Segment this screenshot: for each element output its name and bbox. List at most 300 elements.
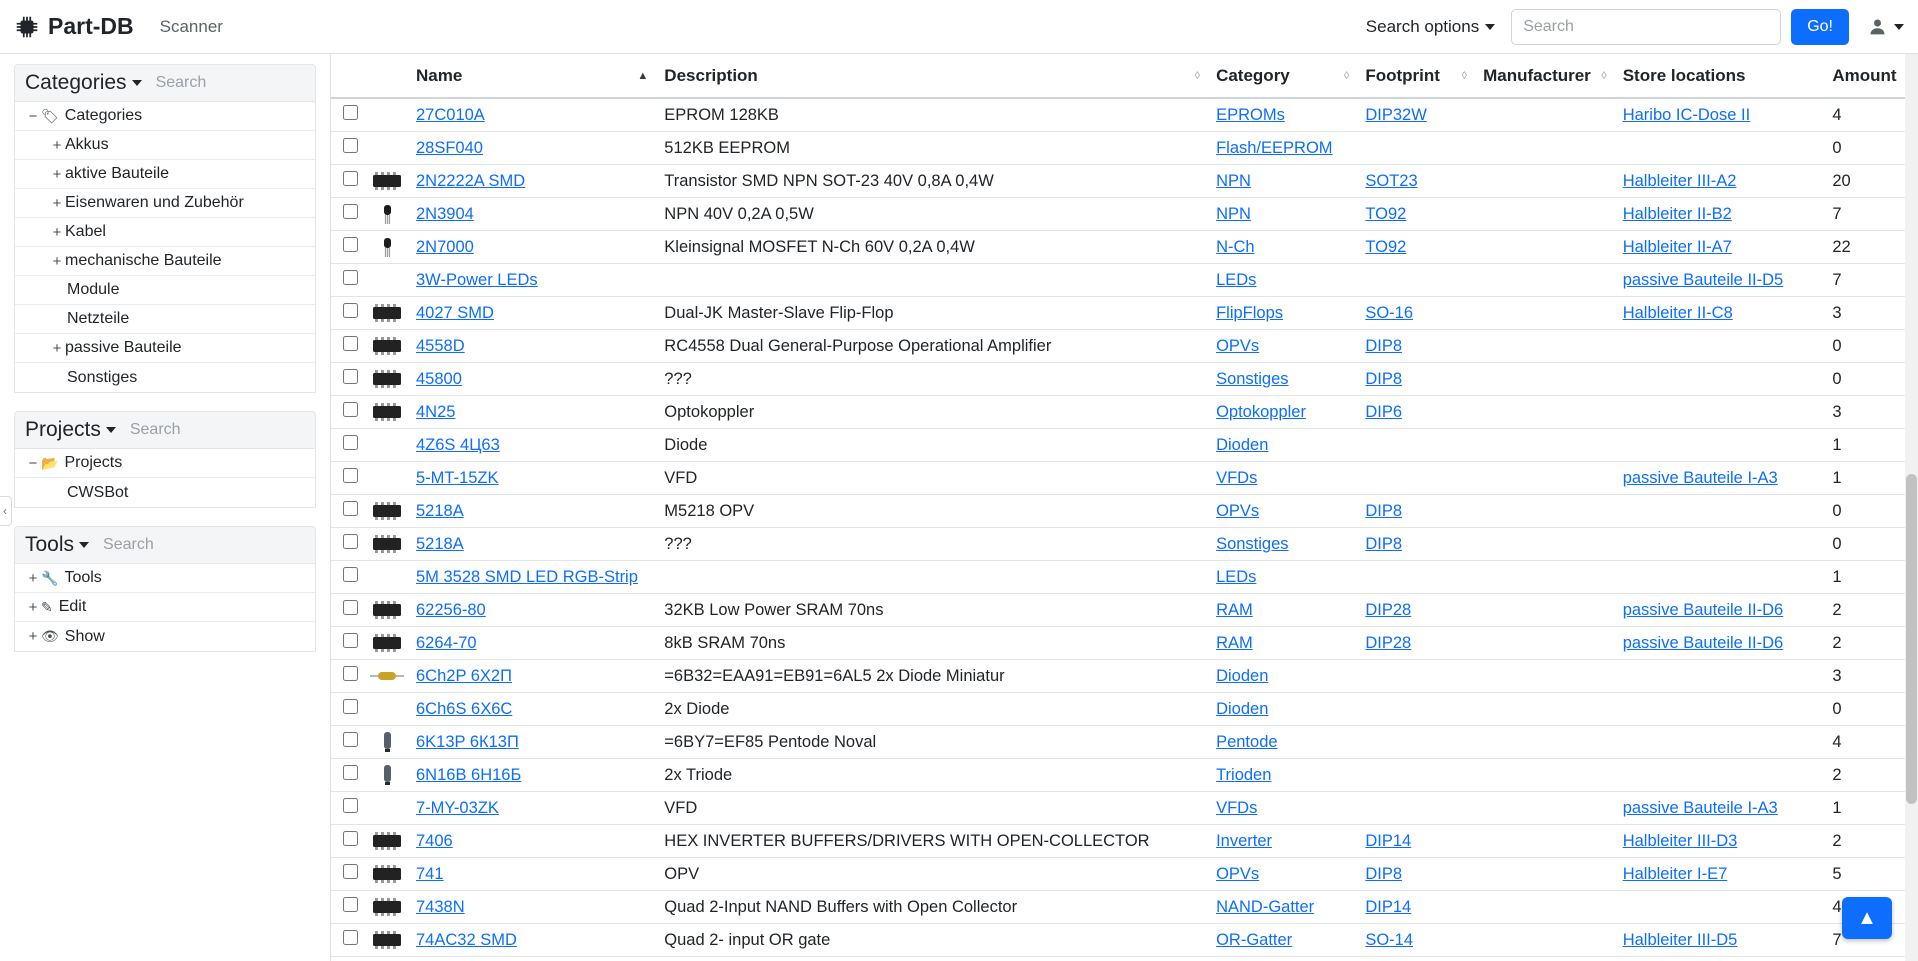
part-name-link[interactable]: 28SF040 [416, 138, 483, 157]
column-header-footprint[interactable] [1357, 54, 1475, 98]
part-name-link[interactable]: 5-MT-15ZK [416, 468, 499, 487]
row-checkbox[interactable] [343, 699, 358, 714]
part-category-link[interactable]: RAM [1216, 600, 1253, 619]
tree-node-categories-root[interactable] [15, 102, 315, 131]
part-description: Transistor SMD NPN SOT-23 40V 0,8A 0,4W [656, 165, 1208, 198]
row-checkbox[interactable] [343, 633, 358, 648]
part-footprint-link[interactable]: DIP8 [1365, 534, 1403, 553]
part-name-link[interactable]: 7438N [416, 897, 465, 916]
row-select-cell[interactable] [331, 627, 366, 660]
part-footprint-link[interactable]: TO92 [1365, 237, 1407, 256]
row-checkbox[interactable] [343, 369, 358, 384]
part-footprint-link[interactable]: DIP14 [1365, 831, 1412, 850]
row-checkbox[interactable] [343, 501, 358, 516]
row-checkbox[interactable] [343, 732, 358, 747]
table-row[interactable] [331, 528, 1918, 561]
row-select-cell[interactable] [331, 924, 366, 957]
part-category[interactable] [1208, 594, 1357, 627]
part-name[interactable] [408, 693, 656, 726]
row-select-cell[interactable] [331, 858, 366, 891]
expand-sign[interactable]: + [52, 252, 62, 270]
part-category[interactable] [1208, 330, 1357, 363]
row-checkbox[interactable] [343, 270, 358, 285]
part-name-link[interactable]: 2N7000 [416, 237, 474, 256]
part-footprint-link[interactable]: DIP8 [1365, 864, 1403, 883]
tools-search-input[interactable] [101, 535, 251, 555]
part-name[interactable] [408, 363, 656, 396]
part-name-link[interactable]: 4N25 [416, 402, 456, 421]
tree-node-projects-root[interactable] [15, 449, 315, 478]
part-store-location[interactable] [1615, 231, 1825, 264]
part-store-location[interactable] [1615, 594, 1825, 627]
table-row[interactable] [331, 924, 1918, 957]
part-footprint-link[interactable]: DIP28 [1365, 600, 1412, 619]
sidebar-collapse-handle[interactable]: ‹ [0, 496, 12, 526]
part-store-location-link[interactable]: Halbleiter II-A7 [1622, 237, 1732, 256]
part-category-link[interactable]: Dioden [1216, 435, 1269, 454]
part-category[interactable] [1208, 198, 1357, 231]
part-footprint[interactable] [1357, 231, 1475, 264]
part-name-link[interactable]: 3W-Power LEDs [416, 270, 538, 289]
categories-search-input[interactable] [154, 73, 304, 93]
part-name-link[interactable]: 741 [416, 864, 444, 883]
row-select-cell[interactable] [331, 429, 366, 462]
row-checkbox[interactable] [343, 237, 358, 252]
expand-sign[interactable]: + [52, 136, 62, 154]
row-checkbox[interactable] [343, 171, 358, 186]
part-store-location-link[interactable]: passive Bauteile II-D5 [1622, 270, 1784, 289]
part-store-location-link[interactable]: Halbleiter I-E7 [1622, 864, 1728, 883]
table-row[interactable] [331, 462, 1918, 495]
table-row[interactable] [331, 858, 1918, 891]
row-checkbox[interactable] [343, 765, 358, 780]
table-row[interactable] [331, 825, 1918, 858]
part-footprint-link[interactable]: TO92 [1365, 204, 1407, 223]
part-footprint-link[interactable]: DIP32W [1365, 105, 1427, 124]
tree-node-aktive-bauteile[interactable] [15, 160, 315, 189]
projects-title[interactable] [25, 418, 116, 442]
expand-sign[interactable]: + [28, 569, 38, 587]
row-checkbox[interactable] [343, 600, 358, 615]
part-category-link[interactable]: Sonstiges [1216, 369, 1289, 388]
part-store-location[interactable] [1615, 165, 1825, 198]
part-category[interactable] [1208, 693, 1357, 726]
part-footprint[interactable] [1357, 198, 1475, 231]
row-checkbox[interactable] [343, 567, 358, 582]
row-select-cell[interactable] [331, 330, 366, 363]
part-category-link[interactable]: LEDs [1216, 270, 1257, 289]
part-category-link[interactable]: Trioden [1216, 765, 1272, 784]
part-category[interactable] [1208, 924, 1357, 957]
row-select-cell[interactable] [331, 792, 366, 825]
part-name[interactable] [408, 231, 656, 264]
part-amount: 1 [1824, 561, 1918, 594]
row-select-cell[interactable] [331, 198, 366, 231]
expand-sign[interactable]: + [52, 339, 62, 357]
part-category-link[interactable]: OPVs [1216, 336, 1260, 355]
row-checkbox[interactable] [343, 897, 358, 912]
part-footprint-link[interactable]: DIP14 [1365, 897, 1412, 916]
part-name[interactable] [408, 396, 656, 429]
part-name[interactable] [408, 891, 656, 924]
tree-node-label: mechanische Bauteile [65, 252, 222, 269]
part-store-location[interactable] [1615, 627, 1825, 660]
tree-node-eisenwaren[interactable] [15, 189, 315, 218]
part-name[interactable] [408, 495, 656, 528]
row-select-cell[interactable] [331, 660, 366, 693]
row-select-cell[interactable] [331, 891, 366, 924]
tools-title[interactable] [25, 533, 89, 557]
part-name-link[interactable]: 5218A [416, 534, 464, 553]
table-row[interactable] [331, 693, 1918, 726]
column-header-category[interactable] [1208, 54, 1357, 98]
tree-node-module[interactable] [15, 276, 315, 305]
part-footprint[interactable] [1357, 165, 1475, 198]
part-footprint[interactable] [1357, 924, 1475, 957]
part-category[interactable] [1208, 726, 1357, 759]
table-row[interactable] [331, 627, 1918, 660]
search-options-dropdown[interactable] [1360, 13, 1501, 41]
table-row[interactable] [331, 660, 1918, 693]
nav-link-scanner[interactable]: Scanner [159, 16, 223, 36]
row-select-cell[interactable] [331, 98, 366, 132]
part-store-location-link[interactable]: Halbleiter III-D3 [1622, 831, 1738, 850]
table-row[interactable] [331, 594, 1918, 627]
table-row[interactable] [331, 561, 1918, 594]
row-checkbox[interactable] [343, 336, 358, 351]
part-category-link[interactable]: VFDs [1216, 798, 1258, 817]
part-category[interactable] [1208, 528, 1357, 561]
row-select-cell[interactable] [331, 693, 366, 726]
part-footprint-link[interactable]: SO-14 [1365, 930, 1414, 949]
part-name[interactable] [408, 264, 656, 297]
part-name[interactable] [408, 330, 656, 363]
part-description: Kleinsignal MOSFET N-Ch 60V 0,2A 0,4W [656, 231, 1208, 264]
part-name-link[interactable]: 4027 SMD [416, 303, 494, 322]
table-row[interactable] [331, 726, 1918, 759]
categories-title[interactable] [25, 71, 142, 95]
part-footprint[interactable] [1357, 858, 1475, 891]
part-name-link[interactable]: 6K13P 6К13П [416, 732, 519, 751]
row-select-cell[interactable] [331, 363, 366, 396]
part-name-link[interactable]: 62256-80 [416, 600, 486, 619]
row-select-cell[interactable] [331, 825, 366, 858]
part-name[interactable] [408, 660, 656, 693]
part-category[interactable] [1208, 660, 1357, 693]
part-description: ??? [656, 363, 1208, 396]
part-category[interactable] [1208, 363, 1357, 396]
part-store-location-link[interactable]: passive Bauteile I-A3 [1622, 798, 1778, 817]
part-footprint-link[interactable]: SOT23 [1365, 171, 1418, 190]
part-category-link[interactable]: OPVs [1216, 864, 1260, 883]
row-checkbox[interactable] [343, 798, 358, 813]
part-name-link[interactable]: 6Ch6S 6Х6С [416, 699, 513, 718]
part-category[interactable] [1208, 231, 1357, 264]
part-name-link[interactable]: 6N16B 6Н16Б [416, 765, 522, 784]
table-row[interactable] [331, 891, 1918, 924]
part-store-location-link[interactable]: passive Bauteile II-D6 [1622, 600, 1784, 619]
part-store-location[interactable] [1615, 792, 1825, 825]
part-store-location-link[interactable]: Halbleiter II-C8 [1622, 303, 1733, 322]
part-name[interactable] [408, 726, 656, 759]
part-footprint[interactable] [1357, 330, 1475, 363]
table-row[interactable] [331, 264, 1918, 297]
part-store-location-link[interactable]: passive Bauteile II-D6 [1622, 633, 1784, 652]
row-checkbox[interactable] [343, 468, 358, 483]
row-select-cell[interactable] [331, 495, 366, 528]
table-row[interactable] [331, 297, 1918, 330]
part-name[interactable] [408, 759, 656, 792]
part-name[interactable] [408, 858, 656, 891]
part-category-link[interactable]: N-Ch [1216, 237, 1255, 256]
tree-node-edit[interactable] [15, 593, 315, 622]
row-checkbox[interactable] [343, 666, 358, 681]
part-footprint-link[interactable]: DIP6 [1365, 402, 1403, 421]
collapse-sign[interactable]: − [28, 454, 38, 472]
part-name[interactable] [408, 528, 656, 561]
search-go-button[interactable]: Go! [1791, 9, 1849, 45]
part-footprint-link[interactable]: SO-16 [1365, 303, 1414, 322]
table-row[interactable] [331, 396, 1918, 429]
expand-sign[interactable]: + [52, 194, 62, 212]
part-footprint[interactable] [1357, 396, 1475, 429]
part-name[interactable] [408, 429, 656, 462]
part-category-link[interactable]: NPN [1216, 204, 1251, 223]
part-category-link[interactable]: Optokoppler [1216, 402, 1306, 421]
part-category-link[interactable]: Inverter [1216, 831, 1273, 850]
search-input[interactable] [1511, 9, 1781, 45]
part-name-link[interactable]: 45800 [416, 369, 462, 388]
part-category[interactable] [1208, 627, 1357, 660]
tree-node-tools[interactable] [15, 564, 315, 593]
part-category-link[interactable]: Flash/EEPROM [1216, 138, 1333, 157]
table-row[interactable] [331, 792, 1918, 825]
part-name-link[interactable]: 6264-70 [416, 633, 477, 652]
part-store-location[interactable] [1615, 264, 1825, 297]
row-select-cell[interactable] [331, 165, 366, 198]
table-row[interactable] [331, 231, 1918, 264]
column-header-name[interactable] [408, 54, 656, 98]
part-category[interactable] [1208, 396, 1357, 429]
part-category[interactable] [1208, 297, 1357, 330]
part-name[interactable] [408, 98, 656, 132]
table-row[interactable] [331, 495, 1918, 528]
part-category[interactable] [1208, 891, 1357, 924]
row-select-cell[interactable] [331, 726, 366, 759]
part-category-link[interactable]: Pentode [1216, 732, 1278, 751]
table-row[interactable] [331, 198, 1918, 231]
column-header-store-locations[interactable] [1615, 54, 1825, 98]
table-row[interactable] [331, 759, 1918, 792]
table-row[interactable] [331, 363, 1918, 396]
part-category-link[interactable]: EPROMs [1216, 105, 1285, 124]
row-select-cell[interactable] [331, 297, 366, 330]
tree-node-show[interactable] [15, 622, 315, 651]
part-name-link[interactable]: 5218A [416, 501, 464, 520]
tree-node-akkus[interactable] [15, 131, 315, 160]
part-name[interactable] [408, 627, 656, 660]
collapse-sign[interactable]: − [28, 107, 38, 125]
row-checkbox[interactable] [343, 831, 358, 846]
tree-node-netzteile[interactable] [15, 305, 315, 334]
part-store-location-link[interactable]: Haribo IC-Dose II [1622, 105, 1751, 124]
part-category[interactable] [1208, 495, 1357, 528]
categories-panel-header [14, 64, 316, 102]
part-name[interactable] [408, 165, 656, 198]
row-select-cell[interactable] [331, 528, 366, 561]
table-row[interactable] [331, 330, 1918, 363]
part-category[interactable] [1208, 429, 1357, 462]
part-footprint-link[interactable]: DIP8 [1365, 336, 1403, 355]
part-category-link[interactable]: VFDs [1216, 468, 1258, 487]
part-store-location[interactable] [1615, 462, 1825, 495]
part-store-location[interactable] [1615, 297, 1825, 330]
part-category-link[interactable]: Sonstiges [1216, 534, 1289, 553]
column-header-manufacturer[interactable] [1475, 54, 1615, 98]
row-select-cell[interactable] [331, 264, 366, 297]
part-name-link[interactable]: 74AC32 SMD [416, 930, 517, 949]
part-store-location[interactable] [1615, 98, 1825, 132]
part-name-link[interactable]: 7-MY-03ZK [416, 798, 499, 817]
part-footprint[interactable] [1357, 891, 1475, 924]
column-header-amount[interactable] [1824, 54, 1918, 98]
expand-sign[interactable]: + [52, 223, 62, 241]
part-name[interactable] [408, 297, 656, 330]
part-category-link[interactable]: LEDs [1216, 567, 1257, 586]
part-name[interactable] [408, 792, 656, 825]
part-category[interactable] [1208, 98, 1357, 132]
part-footprint[interactable] [1357, 528, 1475, 561]
part-category-link[interactable]: Dioden [1216, 666, 1269, 685]
part-footprint[interactable] [1357, 627, 1475, 660]
part-category-link[interactable]: FlipFlops [1216, 303, 1284, 322]
part-name-link[interactable]: 6Ch2P 6Х2П [416, 666, 512, 685]
row-select-cell[interactable] [331, 561, 366, 594]
part-category[interactable] [1208, 165, 1357, 198]
part-footprint[interactable] [1357, 495, 1475, 528]
row-checkbox[interactable] [343, 435, 358, 450]
part-name-link[interactable]: 7406 [416, 831, 453, 850]
row-select-cell[interactable] [331, 594, 366, 627]
part-footprint[interactable] [1357, 363, 1475, 396]
user-menu[interactable] [1859, 16, 1904, 37]
part-category[interactable] [1208, 561, 1357, 594]
part-category[interactable] [1208, 825, 1357, 858]
part-store-location[interactable] [1615, 825, 1825, 858]
scroll-to-top-button[interactable]: ▲ [1842, 897, 1892, 939]
row-select-cell[interactable] [331, 462, 366, 495]
part-category[interactable] [1208, 264, 1357, 297]
expand-sign[interactable]: + [28, 628, 38, 645]
part-name-link[interactable]: 2N2222A SMD [416, 171, 526, 190]
table-row[interactable] [331, 165, 1918, 198]
brand[interactable] [14, 13, 134, 40]
row-checkbox[interactable] [343, 402, 358, 417]
part-category[interactable] [1208, 132, 1357, 165]
projects-search-input[interactable] [128, 420, 278, 440]
part-name-link[interactable]: 27C010A [416, 105, 485, 124]
part-category[interactable] [1208, 858, 1357, 891]
part-name-link[interactable]: 2N3904 [416, 204, 474, 223]
part-name[interactable] [408, 132, 656, 165]
part-category-link[interactable]: OR-Gatter [1216, 930, 1293, 949]
tree-node-mechanische-bauteile[interactable] [15, 247, 315, 276]
part-footprint[interactable] [1357, 594, 1475, 627]
row-select-cell[interactable] [331, 759, 366, 792]
part-footprint-link[interactable]: DIP8 [1365, 369, 1403, 388]
part-name-link[interactable]: 5M 3528 SMD LED RGB-Strip [416, 567, 638, 586]
table-row[interactable] [331, 429, 1918, 462]
part-amount: 7 [1824, 264, 1918, 297]
tree-node-kabel[interactable] [15, 218, 315, 247]
part-footprint [1357, 693, 1475, 726]
part-category-link[interactable]: RAM [1216, 633, 1253, 652]
part-store-location-link[interactable]: Halbleiter III-D5 [1622, 930, 1738, 949]
part-amount: 3 [1824, 396, 1918, 429]
part-category-link[interactable]: OPVs [1216, 501, 1260, 520]
part-name[interactable] [408, 924, 656, 957]
part-store-location-link[interactable]: Halbleiter II-B2 [1622, 204, 1732, 223]
part-name[interactable] [408, 198, 656, 231]
column-header-description[interactable] [656, 54, 1208, 98]
scrollbar-thumb[interactable] [1906, 474, 1917, 804]
row-select-cell[interactable] [331, 132, 366, 165]
row-select-cell[interactable] [331, 231, 366, 264]
part-category-link[interactable]: NPN [1216, 171, 1251, 190]
expand-sign[interactable]: + [52, 165, 62, 183]
vertical-scrollbar[interactable] [1905, 54, 1918, 961]
table-row[interactable] [331, 98, 1918, 132]
part-name[interactable] [408, 594, 656, 627]
part-footprint[interactable] [1357, 297, 1475, 330]
part-category[interactable] [1208, 759, 1357, 792]
part-name[interactable] [408, 462, 656, 495]
part-category-link[interactable]: NAND-Gatter [1216, 897, 1315, 916]
part-footprint-link[interactable]: DIP28 [1365, 633, 1412, 652]
row-checkbox[interactable] [343, 864, 358, 879]
top-navbar [0, 0, 1918, 54]
part-name-link[interactable]: 4Z6S 4Ц63 [416, 435, 500, 454]
part-name[interactable] [408, 561, 656, 594]
part-name[interactable] [408, 825, 656, 858]
part-store-location-link[interactable]: Halbleiter III-A2 [1622, 171, 1737, 190]
part-store-location-link[interactable]: passive Bauteile I-A3 [1622, 468, 1778, 487]
table-row[interactable] [331, 132, 1918, 165]
row-checkbox[interactable] [343, 138, 358, 153]
row-checkbox[interactable] [343, 534, 358, 549]
row-checkbox[interactable] [343, 105, 358, 120]
part-store-location[interactable] [1615, 198, 1825, 231]
part-store-location[interactable] [1615, 858, 1825, 891]
part-category-link[interactable]: Dioden [1216, 699, 1269, 718]
part-category[interactable] [1208, 462, 1357, 495]
part-name-link[interactable]: 4558D [416, 336, 465, 355]
row-checkbox[interactable] [343, 303, 358, 318]
part-footprint-link[interactable]: DIP8 [1365, 501, 1403, 520]
row-checkbox[interactable] [343, 204, 358, 219]
row-checkbox[interactable] [343, 930, 358, 945]
tree-node-cwsbot[interactable] [15, 478, 315, 507]
tree-node-sonstiges[interactable] [15, 363, 315, 392]
row-select-cell[interactable] [331, 396, 366, 429]
part-category[interactable] [1208, 792, 1357, 825]
expand-sign[interactable]: + [28, 598, 38, 616]
part-footprint[interactable] [1357, 98, 1475, 132]
part-footprint[interactable] [1357, 825, 1475, 858]
tree-node-passive-bauteile[interactable] [15, 334, 315, 363]
part-store-location[interactable] [1615, 924, 1825, 957]
edit-icon: ✎ [41, 598, 53, 615]
